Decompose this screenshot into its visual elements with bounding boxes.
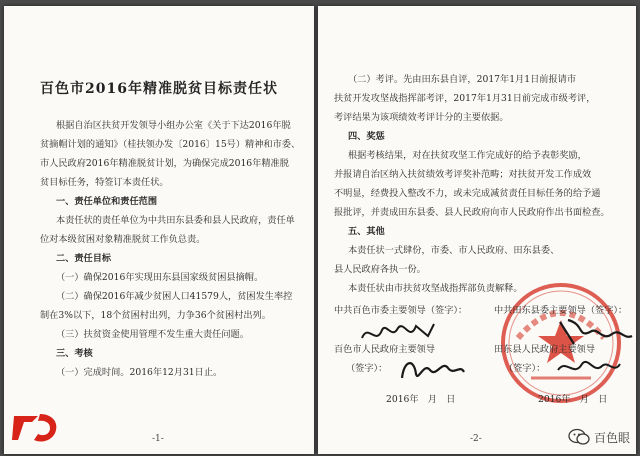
- body-line: （二）确保2016年减少贫困人口41579人，贫困发生率控: [56, 291, 293, 302]
- signature-date: 2016年 月 日: [386, 394, 456, 405]
- signature-label: 中共百色市委主要领导（签字）：: [334, 305, 468, 316]
- body-line: 县人民政府各执一份。: [334, 264, 426, 275]
- body-line: 市人民政府2016年精准脱贫计划，为确保完成2016年精准脱: [40, 158, 289, 169]
- body-line: 贫摘帽计划的通知》（桂扶领办发〔2016〕15号）精神和市委、: [40, 139, 301, 150]
- body-line: （一）完成时间。2016年12月31日止。: [56, 367, 223, 378]
- body-line: 考评结果为该项绩效考评计分的主要依据。: [334, 112, 509, 123]
- right-page: [318, 6, 636, 454]
- body-line: 根据考核结果，对在扶贫攻坚工作完成好的给予表彰奖励，: [348, 150, 587, 161]
- handwritten-signature-icon: [398, 354, 468, 384]
- section-heading: 四、奖惩: [348, 131, 385, 142]
- body-line: 扶贫开发攻坚战指挥部考评，2017年1月31日前完成市级考评，: [334, 93, 596, 104]
- watermark: [568, 428, 630, 446]
- signature-label: （签字）：: [504, 363, 546, 374]
- signature-label: 中共田东县委主要领导（签字）：: [494, 305, 628, 316]
- page-number: -2-: [470, 434, 482, 444]
- body-line: 贫目标任务，特签订本责任状。: [40, 177, 169, 188]
- section-heading: 三、考核: [56, 348, 93, 359]
- signature-date: 2016年 月 日: [538, 394, 608, 405]
- section-heading: 一、责任单位和责任范围: [56, 196, 158, 207]
- body-line: 位对本级贫困对象精准脱贫工作负总责。: [40, 234, 206, 245]
- body-line: （二）考评。先由田东县自评，2017年1月1日前报请市: [348, 74, 577, 85]
- body-line: 制在3%以下，18个贫困村出列，力争36个贫困村出列。: [40, 310, 271, 321]
- wechat-icon: [568, 428, 590, 446]
- body-line: 本责任状的责任单位为中共田东县委和县人民政府，责任单: [56, 215, 295, 226]
- signature-label: 田东县人民政府主要领导: [494, 344, 596, 355]
- body-line: 本责任状由市扶贫攻坚战指挥部负责解释。: [348, 283, 523, 294]
- body-line: 并报请自治区纳入扶贫绩效考评奖补范畴；对扶贫开发工作成效: [334, 169, 592, 180]
- body-line: 不明显，经费投入整改不力，或未完成减贫责任目标任务的给予通: [334, 188, 601, 199]
- body-line: 根据自治区扶贫开发领导小组办公室《关于下达2016年脱: [56, 120, 291, 131]
- page-number: -1-: [152, 434, 164, 444]
- body-line: 报批评，并责成田东县委、县人民政府向市人民政府作出书面检查。: [334, 207, 610, 218]
- left-page: [4, 6, 314, 454]
- handwritten-signature-icon: [554, 352, 624, 382]
- watermark-label: 百色眼: [593, 430, 630, 445]
- signature-label: （签字）：: [346, 363, 388, 374]
- section-heading: 五、其他: [348, 226, 385, 237]
- body-line: （一）确保2016年实现田东县国家级贫困县摘帽。: [56, 272, 264, 283]
- body-line: 本责任状一式肆份，市委、市人民政府、田东县委、: [348, 245, 560, 256]
- signature-label: 百色市人民政府主要领导: [334, 344, 436, 355]
- section-heading: 二、责任目标: [56, 253, 112, 264]
- document-title: 百色市2016年精准脱贫目标责任状: [40, 81, 278, 97]
- brand-logo-icon: [12, 410, 58, 444]
- body-line: （三）扶贫资金使用管理不发生重大责任问题。: [56, 329, 249, 340]
